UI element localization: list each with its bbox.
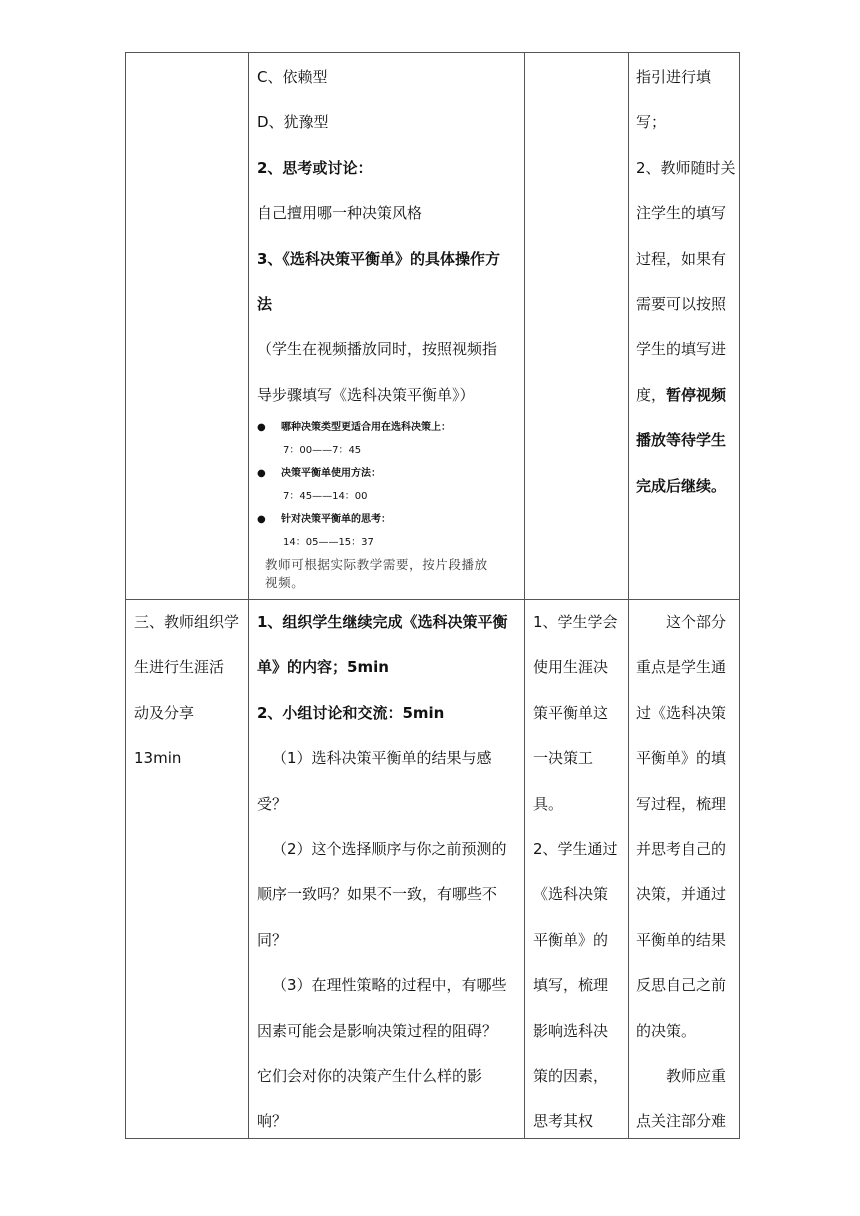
teacher-note-line: 教师可根据实际教学需要，按片段播放 (265, 557, 488, 573)
video-segment-item (257, 508, 521, 531)
segment-time: 14：05——15：37 (283, 537, 374, 549)
row2-teacher-cell (636, 600, 740, 1145)
teacher-guidance-line: 完成后继续。 (636, 476, 727, 495)
teacher-guidance-line: 度，暂停视频 (636, 385, 727, 404)
heading-operation-method-cont: 法 (257, 294, 273, 313)
discussion-question-2-cont: 同？ (257, 930, 288, 949)
student-outcome-line: 影响选科决 (533, 1021, 609, 1040)
student-outcome-line: 《选科决策 (533, 885, 609, 904)
column-divider (524, 53, 525, 1138)
student-outcome-line: 策的因素， (533, 1066, 609, 1085)
student-outcome-line: 使用生涯决 (533, 658, 609, 677)
segment-label: 决策平衡单使用方法： (281, 468, 381, 480)
design-note-line: 教师应重 (666, 1066, 727, 1085)
row2-content-cell (257, 600, 521, 1145)
student-outcome-line: 平衡单》的 (533, 930, 609, 949)
student-outcome-line: 具。 (533, 794, 564, 813)
student-outcome-line: 填写，梳理 (533, 976, 609, 995)
option-d: D、犹豫型 (257, 113, 329, 132)
lesson-plan-table (125, 52, 740, 1139)
design-note-line: 平衡单》的填 (636, 749, 727, 768)
discussion-question: 自己擅用哪一种决策风格 (257, 204, 423, 223)
segment-label: 哪种决策类型更适合用在选科决策上： (281, 422, 451, 434)
discussion-question-1-cont: 受？ (257, 794, 288, 813)
student-outcome-line: 策平衡单这 (533, 703, 609, 722)
student-outcome-line: 思考其权 (533, 1112, 594, 1131)
video-segment-list (257, 416, 521, 554)
segment-time: 7：00——7：45 (283, 445, 362, 457)
discussion-question-2-cont: 顺序一致吗？如果不一致，有哪些不 (257, 885, 498, 904)
design-note-line: 决策，并通过 (636, 885, 727, 904)
design-note-line: 过《选科决策 (636, 703, 727, 722)
teacher-guidance-line: 指引进行填 (636, 68, 712, 86)
activity-heading: 1、组织学生继续完成《选科决策平衡 (257, 613, 508, 631)
emphasis-text: 暂停视频 (666, 385, 727, 404)
bullet-icon: ● (257, 422, 266, 434)
row1-teacher-cell (636, 55, 740, 509)
discussion-question-3-cont: 响？ (257, 1112, 288, 1131)
segment-time: 7：45——14：00 (283, 491, 368, 503)
design-note-line: 反思自己之前 (636, 976, 727, 995)
step-title-line: 三、教师组织学 (134, 613, 240, 631)
row2-student-cell (533, 600, 625, 1145)
teacher-guidance-line: 学生的填写进 (636, 340, 727, 359)
design-note-line: 点关注部分难 (636, 1112, 727, 1131)
bullet-icon: ● (257, 514, 266, 526)
discussion-question-2: （2）这个选择顺序与你之前预测的 (272, 839, 507, 858)
teacher-note-line: 视频。 (265, 575, 305, 591)
teacher-guidance-line: 过程，如果有 (636, 249, 727, 268)
teacher-guidance-line: 写； (636, 113, 667, 132)
design-note-line: 这个部分 (666, 613, 727, 631)
instruction-text-cont: 导步骤填写《选科决策平衡单》） (257, 385, 475, 404)
row1-content-cell (257, 55, 521, 592)
video-segment-item (257, 462, 521, 485)
student-outcome-line: 1、学生学会 (533, 613, 618, 631)
discussion-question-3-cont: 它们会对你的决策产生什么样的影 (257, 1066, 483, 1085)
discussion-question-1: （1）选科决策平衡单的结果与感 (272, 749, 492, 768)
activity-heading-cont: 单》的内容；5min (257, 658, 389, 677)
teacher-guidance-line: 2、教师随时关 (636, 158, 736, 177)
heading-think-discuss: 2、思考或讨论： (257, 158, 373, 177)
student-outcome-line: 一决策工 (533, 749, 594, 768)
design-note-line: 平衡单的结果 (636, 930, 727, 949)
design-note-line: 并思考自己的 (636, 839, 727, 858)
teacher-guidance-line: 播放等待学生 (636, 431, 727, 450)
discussion-question-3: （3）在理性策略的过程中，有哪些 (272, 976, 507, 995)
segment-label: 针对决策平衡单的思考： (281, 514, 391, 526)
group-discussion-heading: 2、小组讨论和交流：5min (257, 703, 445, 722)
teacher-guidance-line: 需要可以按照 (636, 294, 727, 313)
teacher-note (257, 556, 527, 592)
discussion-question-3-cont: 因素可能会是影响决策过程的阻碍？ (257, 1021, 498, 1040)
column-divider (628, 53, 629, 1138)
design-note-line: 重点是学生通 (636, 658, 727, 677)
student-outcome-line: 2、学生通过 (533, 839, 618, 858)
step-title-line: 动及分享 (134, 703, 195, 722)
column-divider (248, 53, 249, 1138)
design-note-line: 写过程，梳理 (636, 794, 727, 813)
instruction-text: （学生在视频播放同时，按照视频指 (257, 340, 498, 359)
step-duration: 13min (134, 749, 182, 768)
design-note-line: 的决策。 (636, 1021, 697, 1040)
bullet-icon: ● (257, 468, 266, 480)
row2-step-cell (134, 600, 246, 782)
teacher-guidance-line: 注学生的填写 (636, 204, 727, 223)
step-title-line: 生进行生涯活 (134, 658, 225, 677)
video-segment-item (257, 416, 521, 439)
heading-operation-method: 3、《选科决策平衡单》的具体操作方 (257, 249, 500, 268)
option-c: C、依赖型 (257, 68, 328, 86)
